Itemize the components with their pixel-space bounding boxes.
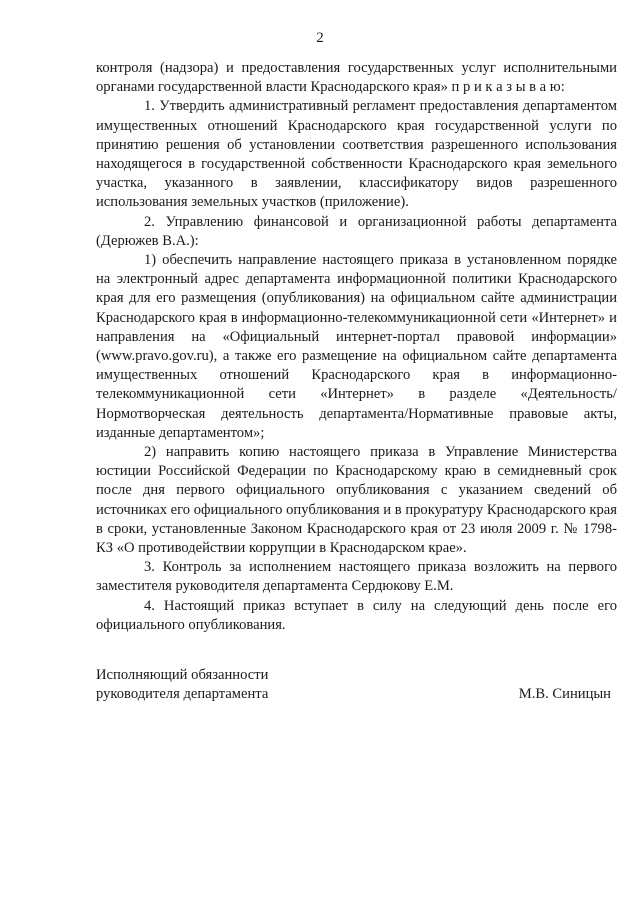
paragraph-item-3: 3. Контроль за исполнением настоящего приказа возложить на первого заместителя руководителя департамента Сердюкову Е.М. [96,559,617,595]
signature-block [96,666,611,704]
position-line-2: руководителя департамента [96,686,269,703]
paragraph-item-4: 4. Настоящий приказ вступает в силу на следующий день после его официального опубликования. [96,597,617,633]
signatory-position [96,666,268,704]
paragraph-item-2: 2. Управлению финансовой и организационной работы департамента (Дерюжев В.А.): [96,213,617,249]
position-line-1: Исполняющий обязанности [96,667,269,683]
document-body [96,59,617,635]
page-number: 2 [316,30,324,46]
paragraph-subitem-1: 1) обеспечить направление настоящего приказа в установленном порядке на электронный адрес департамента информационной политики Краснодарского края для его размещения (опубликования) на официальном сайте администрации Краснодарского края в информационно-телекоммуникационной сети «Интернет» и направления на «Официальный интернет-портал правовой информации» (www.pravo.gov.ru), а также его размещение на официальном сайте департамента имущественных отношений Краснодарского края в информационно-телекоммуникационной сети «Интернет» в разделе «Деятельность/Нормотворческая деятельность департамента/Нормативные правовые акты, изданные департаментом»; [96,252,617,441]
paragraph-subitem-2: 2) направить копию настоящего приказа в Управление Министерства юстиции Российской Федерации по Краснодарскому краю в семидневный срок после дня первого официального опубликования с указанием сведений об источниках его официального опубликования и в прокуратуру Краснодарского края в сроки, установленные Законом Краснодарского края от 23 июля 2009 г. № 1798-КЗ «О противодействии коррупции в Краснодарском крае». [96,444,617,557]
paragraph-item-1: 1. Утвердить административный регламент предоставления департаментом имущественных отношений Краснодарского края государственной услуги по принятию решения об установлении соответствия разрешенного использования находящегося в государственной собственности Краснодарского края земельного участка, указанного в заявлении, классификатору видов разрешенного использования земельных участков (приложение). [96,98,617,211]
paragraph-intro-continuation: контроля (надзора) и предоставления государственных услуг исполнительными органами государственной власти Краснодарского края» п р и к а з ы в а ю: [96,60,617,96]
signatory-name: М.В. Синицын [518,686,611,703]
